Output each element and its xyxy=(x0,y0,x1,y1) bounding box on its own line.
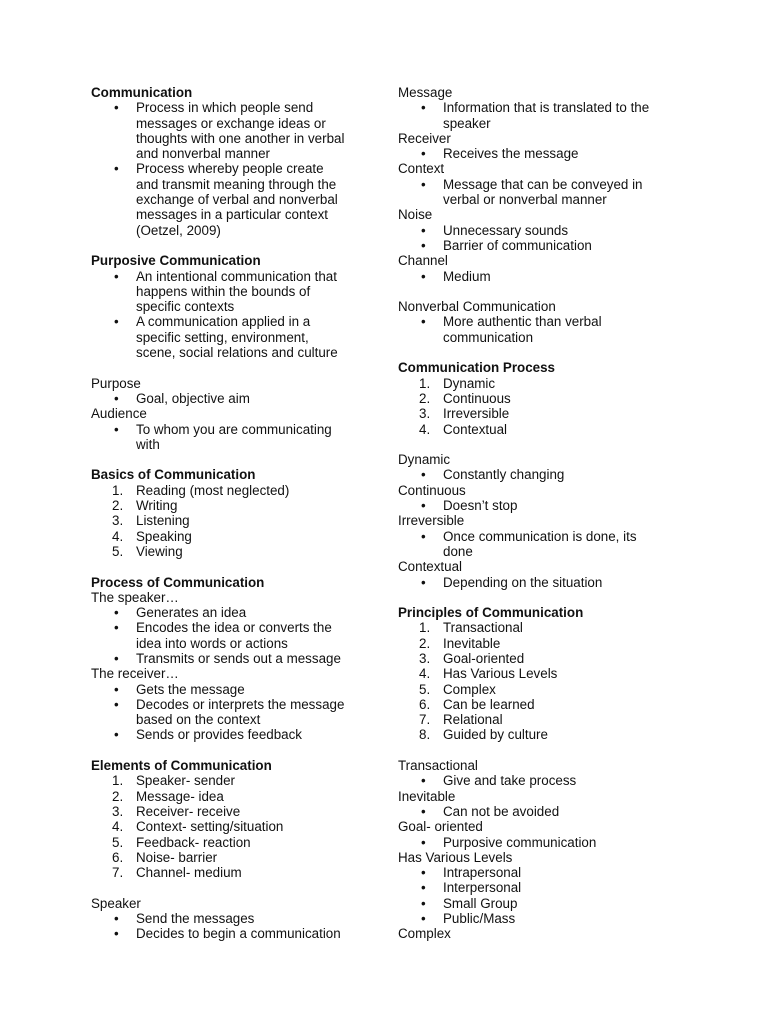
bullet-icon: • xyxy=(114,926,119,942)
section-heading: Elements of Communication xyxy=(91,758,272,774)
item-number: 4. xyxy=(112,819,124,835)
bullet-item xyxy=(398,835,678,850)
term-label: Inevitable xyxy=(398,788,456,804)
bullet-item xyxy=(398,467,678,482)
item-number: 1. xyxy=(112,773,124,789)
bullet-continuation xyxy=(91,177,371,192)
bullet-text: messages in a particular context xyxy=(136,207,329,223)
numbered-item xyxy=(398,636,678,651)
bullet-text: and transmit meaning through the xyxy=(136,176,337,192)
bullet-continuation xyxy=(91,330,371,345)
bullet-item xyxy=(91,697,371,712)
item-text: Context- setting/situation xyxy=(136,819,284,835)
item-number: 4. xyxy=(419,666,431,682)
bullet-item xyxy=(398,100,678,115)
numbered-item xyxy=(91,819,371,834)
bullet-item xyxy=(398,804,678,819)
bullet-continuation xyxy=(91,223,371,238)
bullet-text: thoughts with one another in verbal xyxy=(136,130,345,146)
bullet-continuation xyxy=(398,544,678,559)
item-text: Contextual xyxy=(443,421,508,437)
bullet-text: Depending on the situation xyxy=(443,574,603,590)
item-number: 7. xyxy=(419,712,431,728)
bullet-text: More authentic than verbal xyxy=(443,314,602,330)
item-number: 7. xyxy=(112,865,124,881)
bullet-item xyxy=(91,391,371,406)
bullet-text: communication xyxy=(443,329,534,345)
numbered-item xyxy=(398,376,678,391)
item-number: 2. xyxy=(419,635,431,651)
item-text: Transactional xyxy=(443,620,523,636)
bullet-icon: • xyxy=(421,773,426,789)
numbered-item xyxy=(91,804,371,819)
bullet-icon: • xyxy=(114,696,119,712)
item-text: Relational xyxy=(443,712,503,728)
numbered-item xyxy=(91,483,371,498)
section-heading: Process of Communication xyxy=(91,574,265,590)
numbered-item xyxy=(398,727,678,742)
bullet-icon: • xyxy=(421,498,426,514)
bullet-item xyxy=(398,896,678,911)
spacer xyxy=(91,880,371,895)
spacer xyxy=(91,743,371,758)
bullet-text: Gets the message xyxy=(136,681,245,697)
item-number: 2. xyxy=(419,390,431,406)
term-label: Audience xyxy=(91,406,147,422)
bullet-continuation xyxy=(398,192,678,207)
term-label: Channel xyxy=(398,253,448,269)
item-number: 5. xyxy=(419,681,431,697)
item-number: 4. xyxy=(112,528,124,544)
bullet-text: Intrapersonal xyxy=(443,865,522,881)
item-number: 2. xyxy=(112,788,124,804)
bullet-item xyxy=(398,498,678,513)
bullet-text: Process whereby people create xyxy=(136,161,324,177)
item-text: Goal-oriented xyxy=(443,650,525,666)
bullet-item xyxy=(398,314,678,329)
bullet-text: Send the messages xyxy=(136,911,255,927)
bullet-continuation xyxy=(91,636,371,651)
bullet-text: verbal or nonverbal manner xyxy=(443,192,607,208)
item-number: 1. xyxy=(112,482,124,498)
bullet-item xyxy=(398,911,678,926)
bullet-icon: • xyxy=(421,222,426,238)
term-label: Complex xyxy=(398,926,451,942)
spacer xyxy=(398,743,678,758)
spacer xyxy=(398,590,678,605)
bullet-text: done xyxy=(443,543,473,559)
bullet-text: Medium xyxy=(443,268,491,284)
numbered-item xyxy=(398,391,678,406)
numbered-item xyxy=(91,513,371,528)
term-label: Has Various Levels xyxy=(398,849,513,865)
section-heading: Principles of Communication xyxy=(398,605,584,621)
item-text: Feedback- reaction xyxy=(136,834,251,850)
bullet-text: Public/Mass xyxy=(443,911,516,927)
bullet-icon: • xyxy=(421,911,426,927)
item-number: 3. xyxy=(112,513,124,529)
item-number: 2. xyxy=(112,498,124,514)
bullet-item xyxy=(91,269,371,284)
bullet-item xyxy=(91,727,371,742)
bullet-text: To whom you are communicating xyxy=(136,421,332,437)
bullet-continuation xyxy=(91,299,371,314)
item-text: Complex xyxy=(443,681,496,697)
bullet-item xyxy=(398,529,678,544)
spacer xyxy=(91,360,371,375)
spacer xyxy=(398,437,678,452)
term-label: Purpose xyxy=(91,375,141,391)
spacer xyxy=(91,452,371,467)
bullet-icon: • xyxy=(421,100,426,116)
numbered-item xyxy=(91,773,371,788)
spacer xyxy=(398,284,678,299)
numbered-item xyxy=(398,682,678,697)
bullet-item xyxy=(91,422,371,437)
bullet-item xyxy=(91,651,371,666)
numbered-item xyxy=(91,529,371,544)
numbered-item xyxy=(398,697,678,712)
item-text: Has Various Levels xyxy=(443,666,558,682)
bullet-continuation xyxy=(91,207,371,222)
numbered-item xyxy=(91,789,371,804)
bullet-icon: • xyxy=(421,467,426,483)
bullet-icon: • xyxy=(114,681,119,697)
bullet-icon: • xyxy=(421,146,426,162)
item-text: Can be learned xyxy=(443,696,535,712)
term-label: Goal- oriented xyxy=(398,819,483,835)
numbered-item xyxy=(398,666,678,681)
numbered-item xyxy=(398,651,678,666)
bullet-item xyxy=(91,605,371,620)
bullet-continuation xyxy=(91,284,371,299)
section-heading: Communication Process xyxy=(398,360,556,376)
term-label: Continuous xyxy=(398,482,466,498)
left-column xyxy=(91,85,371,942)
bullet-continuation xyxy=(398,330,678,345)
bullet-continuation xyxy=(91,116,371,131)
item-number: 1. xyxy=(419,620,431,636)
bullet-continuation xyxy=(91,712,371,727)
bullet-icon: • xyxy=(114,268,119,284)
bullet-text: Constantly changing xyxy=(443,467,565,483)
term-label: Noise xyxy=(398,207,433,223)
item-number: 6. xyxy=(419,696,431,712)
bullet-text: speaker xyxy=(443,115,491,131)
bullet-item xyxy=(91,682,371,697)
numbered-item xyxy=(398,620,678,635)
bullet-item xyxy=(91,926,371,941)
term-label: Dynamic xyxy=(398,452,451,468)
numbered-item xyxy=(398,406,678,421)
bullet-text: An intentional communication that xyxy=(136,268,337,284)
section-heading: Purposive Communication xyxy=(91,253,261,269)
bullet-icon: • xyxy=(114,100,119,116)
spacer xyxy=(398,345,678,360)
bullet-text: messages or exchange ideas or xyxy=(136,115,326,131)
bullet-icon: • xyxy=(421,528,426,544)
bullet-text: Sends or provides feedback xyxy=(136,727,302,743)
term-label: Irreversible xyxy=(398,513,465,529)
bullet-item xyxy=(398,146,678,161)
bullet-text: A communication applied in a xyxy=(136,314,311,330)
bullet-text: idea into words or actions xyxy=(136,635,288,651)
bullet-icon: • xyxy=(421,237,426,253)
bullet-text: happens within the bounds of xyxy=(136,283,311,299)
bullet-item xyxy=(91,161,371,176)
bullet-icon: • xyxy=(421,574,426,590)
term-label: Nonverbal Communication xyxy=(398,299,556,315)
bullet-continuation xyxy=(398,116,678,131)
bullet-icon: • xyxy=(421,834,426,850)
bullet-icon: • xyxy=(421,895,426,911)
bullet-text: Interpersonal xyxy=(443,880,522,896)
item-text: Inevitable xyxy=(443,635,501,651)
item-text: Speaker- sender xyxy=(136,773,235,789)
bullet-item xyxy=(398,177,678,192)
bullet-icon: • xyxy=(114,421,119,437)
item-text: Writing xyxy=(136,498,178,514)
bullet-continuation xyxy=(91,131,371,146)
spacer xyxy=(91,238,371,253)
term-label: Context xyxy=(398,161,445,177)
bullet-item xyxy=(398,865,678,880)
numbered-item xyxy=(91,850,371,865)
bullet-continuation xyxy=(91,345,371,360)
item-text: Channel- medium xyxy=(136,865,242,881)
bullet-item xyxy=(398,880,678,895)
bullet-text: Receives the message xyxy=(443,146,579,162)
item-number: 3. xyxy=(419,406,431,422)
term-label: The receiver… xyxy=(91,666,179,682)
term-label: Message xyxy=(398,85,453,100)
bullet-text: Message that can be conveyed in xyxy=(443,176,643,192)
item-text: Listening xyxy=(136,513,190,529)
bullet-icon: • xyxy=(421,176,426,192)
bullet-icon: • xyxy=(114,314,119,330)
item-number: 5. xyxy=(112,834,124,850)
numbered-item xyxy=(398,422,678,437)
bullet-text: based on the context xyxy=(136,712,261,728)
bullet-item xyxy=(398,238,678,253)
numbered-item xyxy=(91,498,371,513)
term-label: Receiver xyxy=(398,130,451,146)
bullet-text: Give and take process xyxy=(443,773,577,789)
section-heading: Basics of Communication xyxy=(91,467,256,483)
bullet-text: exchange of verbal and nonverbal xyxy=(136,192,338,208)
item-number: 8. xyxy=(419,727,431,743)
item-text: Dynamic xyxy=(443,375,496,391)
bullet-continuation xyxy=(91,146,371,161)
bullet-icon: • xyxy=(114,911,119,927)
bullet-icon: • xyxy=(114,390,119,406)
numbered-item xyxy=(91,544,371,559)
term-label: Contextual xyxy=(398,559,463,575)
bullet-text: Unnecessary sounds xyxy=(443,222,569,238)
bullet-text: Generates an idea xyxy=(136,605,247,621)
item-number: 3. xyxy=(112,803,124,819)
bullet-item xyxy=(91,911,371,926)
bullet-item xyxy=(91,100,371,115)
bullet-icon: • xyxy=(114,727,119,743)
bullet-text: specific contexts xyxy=(136,299,235,315)
item-number: 5. xyxy=(112,543,124,559)
item-number: 4. xyxy=(419,421,431,437)
bullet-item xyxy=(398,773,678,788)
item-text: Reading (most neglected) xyxy=(136,482,290,498)
bullet-text: Once communication is done, its xyxy=(443,528,637,544)
numbered-item xyxy=(91,835,371,850)
bullet-item xyxy=(398,223,678,238)
item-text: Speaking xyxy=(136,528,192,544)
bullet-text: specific setting, environment, xyxy=(136,329,309,345)
bullet-icon: • xyxy=(114,650,119,666)
bullet-text: scene, social relations and culture xyxy=(136,345,338,361)
bullet-icon: • xyxy=(421,865,426,881)
bullet-text: Transmits or sends out a message xyxy=(136,650,341,666)
bullet-icon: • xyxy=(114,605,119,621)
bullet-icon: • xyxy=(114,161,119,177)
right-column xyxy=(398,85,678,942)
bullet-text: and nonverbal manner xyxy=(136,146,270,162)
item-text: Irreversible xyxy=(443,406,510,422)
bullet-text: Encodes the idea or converts the xyxy=(136,620,332,636)
bullet-text: Goal, objective aim xyxy=(136,390,250,406)
item-text: Guided by culture xyxy=(443,727,548,743)
bullet-text: Process in which people send xyxy=(136,100,314,116)
item-text: Continuous xyxy=(443,390,511,406)
bullet-icon: • xyxy=(421,803,426,819)
term-label: Transactional xyxy=(398,758,478,774)
term-label: The speaker… xyxy=(91,589,179,605)
bullet-icon: • xyxy=(421,880,426,896)
item-text: Message- idea xyxy=(136,788,224,804)
bullet-text: with xyxy=(136,436,160,452)
item-text: Receiver- receive xyxy=(136,803,241,819)
numbered-item xyxy=(91,865,371,880)
bullet-icon: • xyxy=(421,314,426,330)
bullet-text: Decodes or interprets the message xyxy=(136,696,345,712)
bullet-text: Information that is translated to the xyxy=(443,100,650,116)
bullet-item xyxy=(398,269,678,284)
bullet-text: Purposive communication xyxy=(443,834,597,850)
item-text: Noise- barrier xyxy=(136,849,218,865)
bullet-text: Doesn’t stop xyxy=(443,498,518,514)
bullet-text: Barrier of communication xyxy=(443,237,592,253)
bullet-continuation xyxy=(91,192,371,207)
term-label: Speaker xyxy=(91,895,141,911)
bullet-text: Small Group xyxy=(443,895,518,911)
bullet-continuation xyxy=(91,437,371,452)
item-number: 6. xyxy=(112,849,124,865)
bullet-text: Decides to begin a communication xyxy=(136,926,341,942)
item-number: 1. xyxy=(419,375,431,391)
section-heading: Communication xyxy=(91,85,193,100)
item-text: Viewing xyxy=(136,543,183,559)
bullet-item xyxy=(91,620,371,635)
bullet-item xyxy=(91,314,371,329)
bullet-item xyxy=(398,575,678,590)
bullet-icon: • xyxy=(114,620,119,636)
bullet-text: Can not be avoided xyxy=(443,803,560,819)
bullet-icon: • xyxy=(421,268,426,284)
spacer xyxy=(91,559,371,574)
numbered-item xyxy=(398,712,678,727)
bullet-text: (Oetzel, 2009) xyxy=(136,222,221,238)
item-number: 3. xyxy=(419,650,431,666)
